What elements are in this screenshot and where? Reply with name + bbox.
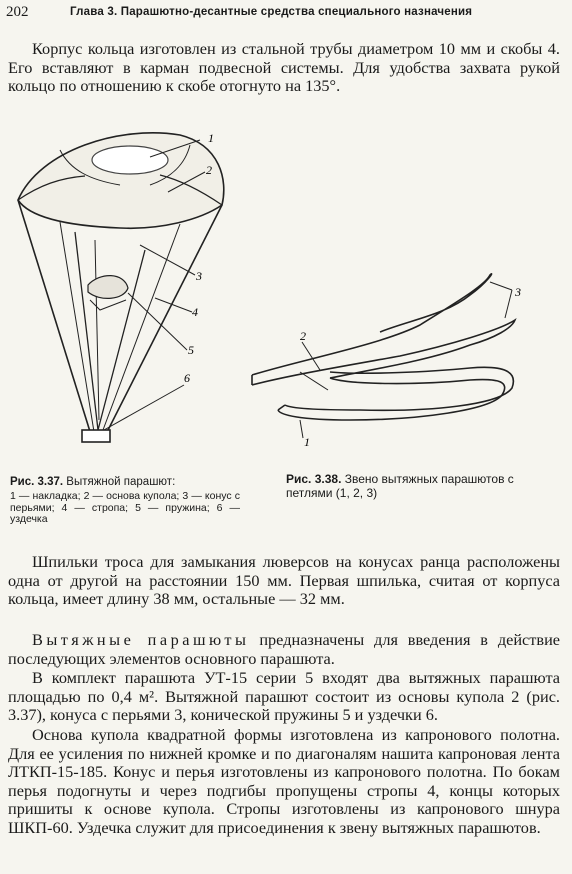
pilot-chute-drawing — [18, 133, 224, 442]
figure2-caption-title: Звено вытяжных парашютов с петлями (1, 2, 3) — [286, 472, 514, 500]
fig2-label-2: 2 — [300, 329, 306, 343]
paragraph-canopy-base: Основа купола квадратной формы изготовлена из капронового полотна. Для ее усиления по нижней кромке и по диагоналям нашита капроновая лента ЛТКП-15-185. Конус и перья изготовлены из капронового полотна. По бокам перья подогнуты и через подгибы пропущены стропы 4, концы которых пришиты к основе купола. Стропы изготовлены из капронового шнура ШКП-60. Уздечка служит для присоединения к звену вытяжных парашютов. — [8, 725, 560, 837]
fig1-label-5: 5 — [188, 343, 194, 357]
chute-link-drawing — [252, 274, 515, 438]
figure1-legend: 1 — накладка; 2 — основа купола; 3 — конус с перьями; 4 — стропа; 5 — пружина; 6 — уздечка — [10, 490, 240, 525]
fig2-label-1: 1 — [304, 435, 310, 449]
page-number: 202 — [6, 4, 29, 20]
fig2-label-3: 3 — [515, 285, 521, 299]
figure2-caption-label: Рис. 3.38. — [286, 472, 342, 486]
spaced-term: Вытяжные парашюты — [32, 630, 250, 649]
paragraph-ring-body: Корпус кольца изготовлен из стальной трубы диаметром 10 мм и скобы 4. Его вставляют в карман подвесной системы. Для удобства захвата рукой кольцо по отношению к скобе отогнуто на 135°. — [8, 39, 560, 96]
figure1-caption-label: Рис. 3.37. — [10, 476, 64, 488]
figure1-caption-title: Вытяжной парашют: — [63, 476, 176, 488]
paragraph-pilot-chutes-intro — [8, 631, 560, 668]
paragraph-pilot-chutes-rest: предназначены для введения в действие последующих элементов основного парашюта. — [8, 630, 561, 668]
figure1-caption — [10, 476, 240, 526]
fig1-label-1: 1 — [208, 131, 214, 145]
fig1-label-6: 6 — [184, 371, 190, 385]
paragraph-pins: Шпильки троса для замыкания люверсов на конусах ранца расположены одна от другой на расстоянии 150 мм. Первая шпилька, считая от корпуса кольца, имеет длину 38 мм, остальные — 32 мм. — [8, 552, 560, 609]
fig1-label-3: 3 — [196, 269, 202, 283]
figure2-caption — [286, 472, 526, 500]
fig1-label-2: 2 — [206, 163, 212, 177]
running-head: Глава 3. Парашютно-десантные средства специального назначения — [70, 6, 473, 18]
paragraph-ut15-kit: В комплект парашюта УТ-15 серии 5 входят два вытяжных парашюта площадью по 0,4 м². Вытяжной парашют состоит из основы купола 2 (рис. 3.37), конуса с перьями 3, конической пружины 5 и уздечки 6. — [8, 668, 560, 725]
fig1-label-4: 4 — [192, 305, 198, 319]
